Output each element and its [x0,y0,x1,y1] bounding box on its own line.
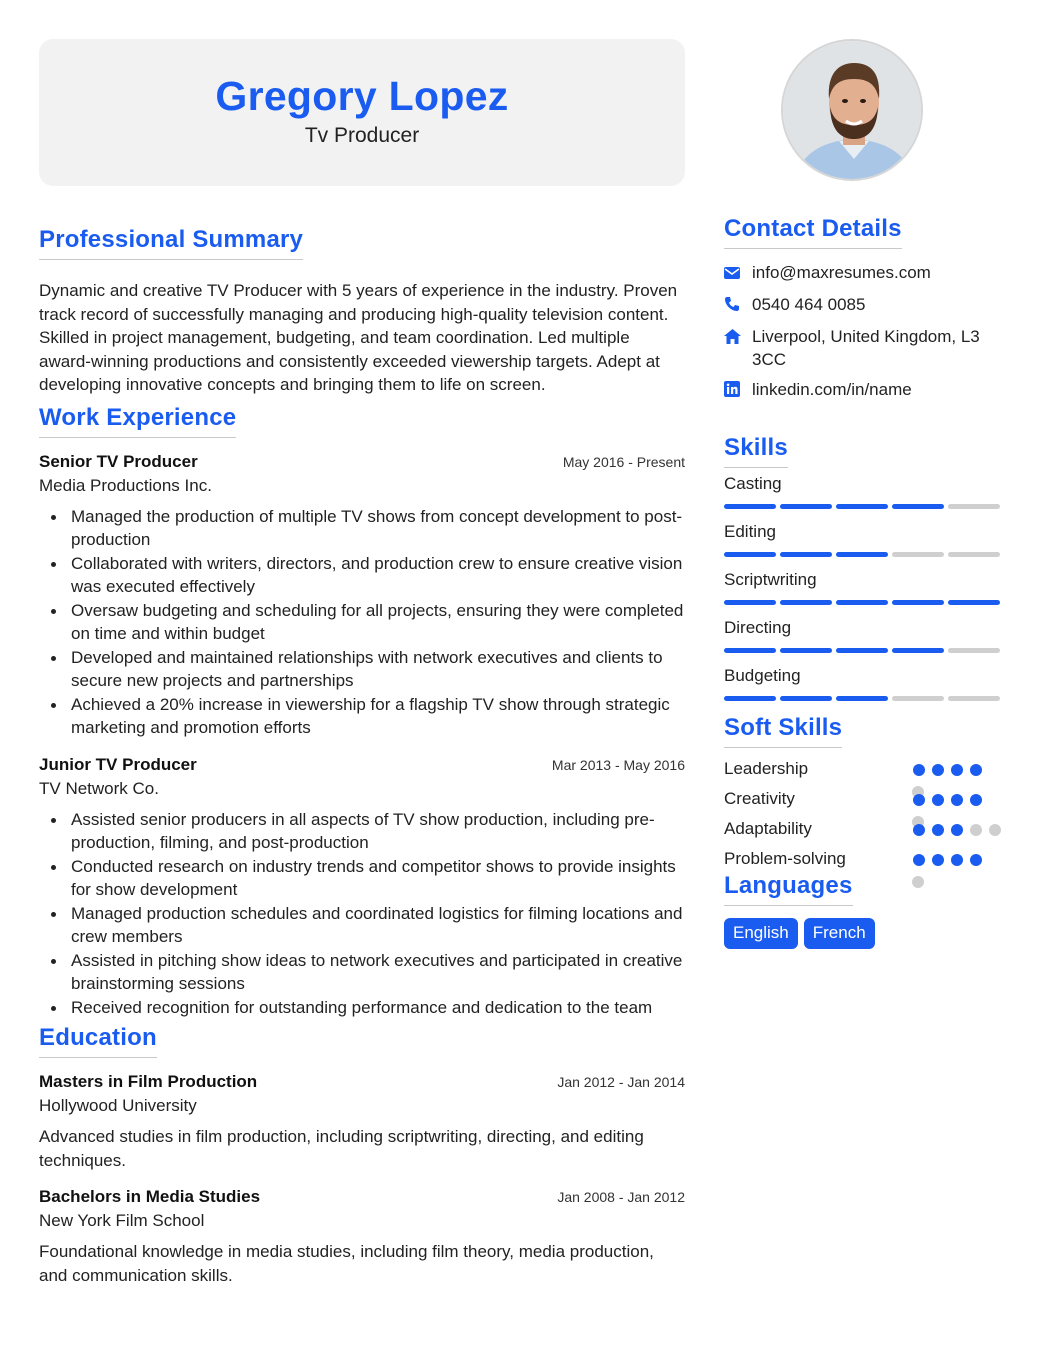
skill-level-segment [948,552,1000,557]
bullet-item: Assisted in pitching show ideas to network executives and participated in creative brainstorming sessions [39,949,685,996]
skill-level-segment [724,696,776,701]
soft-skills-section [724,713,1004,878]
skill-level-segment [724,648,776,653]
skill-level-segment [836,600,888,605]
soft-skills-heading: Soft Skills [724,713,842,748]
degree-title: Bachelors in Media Studies [39,1187,261,1206]
education-date: Jan 2012 - Jan 2014 [557,1074,685,1090]
education-heading: Education [39,1023,157,1058]
skill-level-segment [836,696,888,701]
job-title: Senior TV Producer [39,451,198,471]
summary-section [39,225,685,397]
soft-skill-item [724,758,1004,788]
language-tag: French [804,918,875,949]
job-company: TV Network Co. [39,778,159,798]
contact-email[interactable] [724,261,1004,286]
job-date: May 2016 - Present [562,453,685,470]
education-description: Foundational knowledge in media studies, including film theory, media production, and communication skills. [39,1242,654,1285]
skill-level-segment [780,552,832,557]
rating-dot [932,854,944,866]
skill-label: Budgeting [724,666,801,685]
soft-skill-label: Adaptability [724,819,812,838]
job-date: Mar 2013 - May 2016 [551,756,685,773]
skill-level-segment [948,504,1000,509]
rating-dot [913,794,925,806]
address-text: Liverpool, United Kingdom, L3 3CC [752,327,980,369]
soft-skills-list [724,758,1004,878]
rating-dot [913,824,925,836]
portrait-image [783,41,923,181]
skills-section [724,433,1004,701]
skill-item [724,665,1004,701]
linkedin-text: linkedin.com/in/name [752,380,912,399]
bullet-item: Oversaw budgeting and scheduling for all projects, ensuring they were completed on time and within budget [39,599,685,646]
job-entry [39,753,685,1020]
skill-level-segment [948,600,1000,605]
skill-level-bar [724,600,1004,605]
bullet-item: Assisted senior producers in all aspects of TV show production, including pre-production, filming, and post-production [39,808,685,855]
sidebar-column [724,39,1004,949]
skill-level-segment [780,648,832,653]
contact-address [724,325,1004,371]
bullet-item: Achieved a 20% increase in viewership for a flagship TV show through strategic marketing and promotion efforts [39,693,685,740]
rating-dot [932,764,944,776]
soft-skill-rating [913,824,1001,836]
soft-skill-label: Leadership [724,759,809,778]
soft-skill-label: Creativity [724,789,795,808]
skills-heading: Skills [724,433,788,468]
skill-level-segment [780,504,832,509]
education-section [39,1023,685,1287]
skill-item [724,521,1004,557]
rating-dot [951,764,963,776]
job-company: Media Productions Inc. [39,475,212,495]
contact-linkedin[interactable] [724,378,1004,403]
skill-label: Directing [724,618,792,637]
candidate-name: Gregory Lopez [215,73,509,119]
language-tag: English [724,918,798,949]
rating-dot [912,876,924,888]
skill-label: Casting [724,474,782,493]
skill-level-segment [724,600,776,605]
linkedin-icon [724,378,752,403]
home-icon [724,325,752,350]
soft-skill-item [724,848,1004,878]
soft-skill-item [724,818,1004,848]
job-bullets [39,808,685,1020]
envelope-icon [724,261,752,286]
bullet-item: Managed the production of multiple TV shows from concept development to post-production [39,505,685,552]
main-column [39,39,685,1287]
rating-dot [970,824,982,836]
bullet-item: Collaborated with writers, directors, and production crew to ensure creative vision was executed effectively [39,552,685,599]
rating-dot [970,764,982,776]
rating-dot [932,794,944,806]
skill-item [724,617,1004,653]
education-date: Jan 2008 - Jan 2012 [557,1189,685,1205]
skill-level-bar [724,552,1004,557]
languages-heading: Languages [724,871,853,906]
school-name: New York Film School [39,1211,205,1230]
rating-dot [951,794,963,806]
soft-skill-item [724,788,1004,818]
degree-title: Masters in Film Production [39,1072,258,1091]
contact-heading: Contact Details [724,214,902,249]
skill-level-bar [724,648,1004,653]
languages-section [724,871,1004,949]
rating-dot [913,854,925,866]
summary-text: Dynamic and creative TV Producer with 5 years of experience in the industry. Proven track record of successfully managing and producing high-quality television content. Skilled in project management, budgeting, and team coordination. Led multiple award-winning productions and consistently exceeded viewership targets. Adept at developing innovative concepts and bringing them to life on screen. [39,281,678,394]
rating-dot [951,824,963,836]
phone-icon [724,293,752,318]
school-name: Hollywood University [39,1096,197,1115]
skill-level-segment [892,552,944,557]
job-entry [39,450,685,740]
bullet-item: Developed and maintained relationships with network executives and clients to secure new projects and partnerships [39,646,685,693]
skill-level-segment [892,600,944,605]
education-entry [39,1070,685,1172]
skill-label: Editing [724,522,776,541]
experience-section [39,403,685,1020]
summary-heading: Professional Summary [39,225,303,260]
contact-section [724,214,1004,403]
soft-skill-label: Problem-solving [724,849,846,868]
email-text: info@maxresumes.com [752,263,931,282]
skill-level-segment [892,504,944,509]
bullet-item: Managed production schedules and coordinated logistics for filming locations and crew members [39,902,685,949]
skill-level-segment [836,552,888,557]
header-box [39,39,685,186]
education-description: Advanced studies in film production, including scriptwriting, directing, and editing techniques. [39,1127,644,1170]
contact-phone[interactable] [724,293,1004,318]
language-tags [724,918,1004,949]
skill-level-segment [836,648,888,653]
skill-level-segment [948,696,1000,701]
rating-dot [989,824,1001,836]
soft-skill-rating [913,794,982,806]
skill-item [724,473,1004,509]
skill-level-bar [724,696,1004,701]
phone-text: 0540 464 0085 [752,295,866,314]
skill-level-segment [724,504,776,509]
soft-skill-rating [913,764,982,776]
experience-heading: Work Experience [39,403,236,438]
bullet-item: Received recognition for outstanding performance and dedication to the team [39,996,685,1020]
skill-level-segment [948,648,1000,653]
job-bullets [39,505,685,740]
skill-level-segment [836,504,888,509]
skill-level-segment [780,696,832,701]
skill-item [724,569,1004,605]
skill-level-segment [892,696,944,701]
rating-dot [970,854,982,866]
skill-level-segment [724,552,776,557]
rating-dot [913,764,925,776]
skill-label: Scriptwriting [724,570,817,589]
soft-skill-rating [913,854,982,866]
bullet-item: Conducted research on industry trends and competitor shows to provide insights for show development [39,855,685,902]
education-entry [39,1185,685,1287]
rating-dot [970,794,982,806]
job-title: Junior TV Producer [39,754,197,774]
skill-level-segment [780,600,832,605]
skills-list [724,473,1004,701]
rating-dot [951,854,963,866]
profile-photo [781,39,923,181]
skill-level-bar [724,504,1004,509]
rating-dot [932,824,944,836]
candidate-title: Tv Producer [304,124,420,147]
skill-level-segment [892,648,944,653]
